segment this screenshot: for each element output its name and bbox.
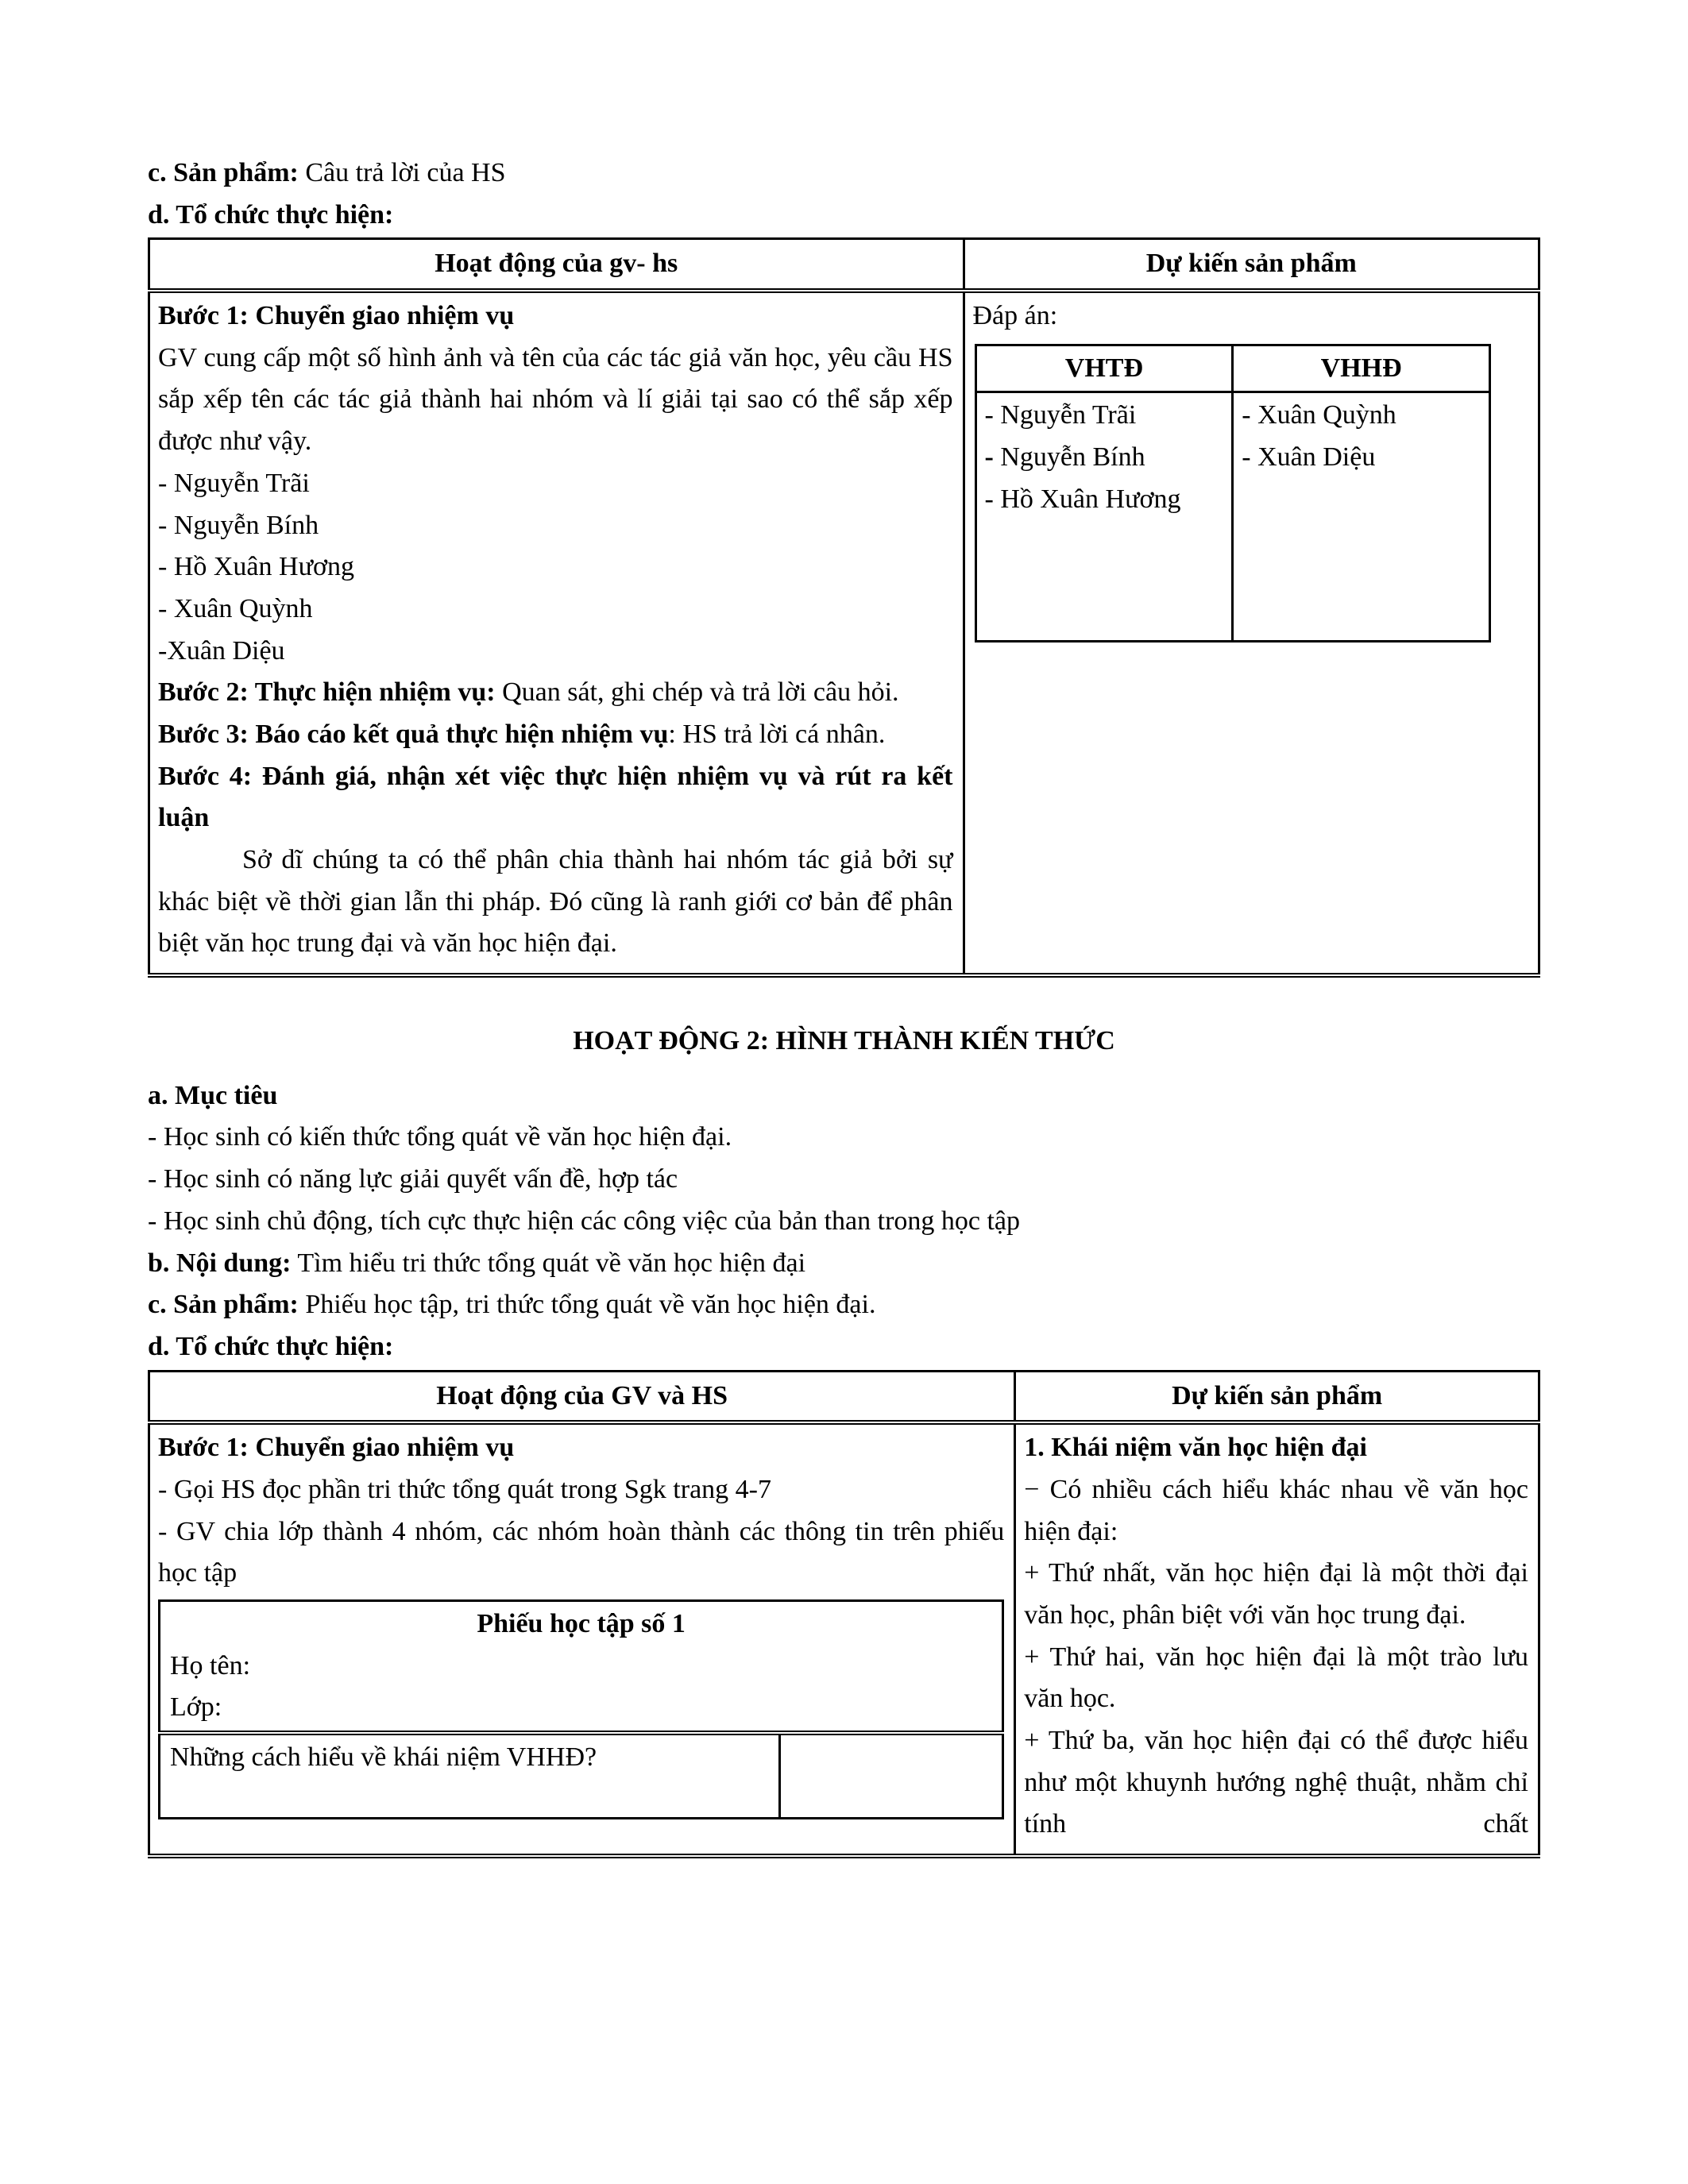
activity1-header-row <box>149 239 1539 291</box>
worksheet-top-row <box>160 1601 1003 1734</box>
section-c-label: c. Sản phẩm: <box>148 158 299 187</box>
worksheet-top-cell <box>160 1601 1003 1734</box>
point-3: + Thứ ba, văn học hiện đại có thể được hiểu như một khuynh hướng nghệ thuật, nhằm chỉ tính chất <box>1024 1726 1528 1839</box>
activity1-table <box>148 237 1540 978</box>
worksheet-question-cell: Những cách hiểu về khái niệm VHHĐ? <box>160 1733 780 1818</box>
task2-text: - GV chia lớp thành 4 nhóm, các nhóm hoàn thành các thông tin trên phiếu học tập <box>158 1516 1005 1588</box>
answer-col-vhhd: VHHĐ <box>1233 345 1490 392</box>
activity2-d-line: d. Tổ chức thực hiện: <box>148 1331 394 1361</box>
activity2-left-cell <box>149 1422 1015 1856</box>
activity1-header-left: Hoạt động của gv- hs <box>149 239 964 291</box>
activity2-c-line: c. Sản phẩm: Phiếu học tập, tri thức tổng quát về văn học hiện đại. <box>148 1290 876 1320</box>
answer-label: Đáp án: <box>972 301 1058 331</box>
answer-item: - Xuân Quỳnh <box>1242 400 1396 430</box>
activity2-b-line: b. Nội dung: Tìm hiểu tri thức tổng quát về văn học hiện đại <box>148 1248 806 1278</box>
goal-item: - Học sinh chủ động, tích cực thực hiện các công việc của bản than trong học tập <box>148 1206 1021 1236</box>
activity2-header-right: Dự kiến sản phẩm <box>1015 1371 1539 1422</box>
conclusion-paragraph: Sở dĩ chúng ta có thể phân chia thành hai nhóm tác giả bởi sự khác biệt về thời gian lẫn thi pháp. Đó cũng là ranh giới cơ bản để phân biệt văn học trung đại và văn học hiện đại. <box>158 845 953 959</box>
section-c-text: Câu trả lời của HS <box>298 158 506 187</box>
worksheet-table <box>158 1599 1004 1819</box>
answer-item: - Hồ Xuân Hương <box>984 484 1181 514</box>
activity2-table <box>148 1370 1540 1859</box>
section-d-label: d. Tổ chức thực hiện: <box>148 199 394 230</box>
worksheet-answer-cell <box>779 1733 1003 1818</box>
answer-vhhd-cell <box>1233 392 1490 641</box>
author-item: - Nguyễn Bính <box>158 510 319 540</box>
answer-body-row <box>975 392 1490 641</box>
worksheet-name-label: Họ tên: <box>170 1650 251 1680</box>
activity2-a-line: a. Mục tiêu <box>148 1080 278 1110</box>
activity2-title: HOẠT ĐỘNG 2: HÌNH THÀNH KIẾN THỨC <box>573 1026 1115 1056</box>
answer-item: - Nguyễn Bính <box>984 442 1145 473</box>
section-d-line <box>148 195 1540 237</box>
point-intro: − Có nhiều cách hiểu khác nhau về văn học hiện đại: <box>1024 1474 1528 1546</box>
step2-line: Bước 2: Thực hiện nhiệm vụ: Quan sát, ghi chép và trả lời câu hỏi. <box>158 677 899 708</box>
step1-heading: Bước 1: Chuyển giao nhiệm vụ <box>158 1433 515 1463</box>
step1-heading: Bước 1: Chuyển giao nhiệm vụ <box>158 301 515 331</box>
answer-col-vhtd: VHTĐ <box>975 345 1233 392</box>
step4-line: Bước 4: Đánh giá, nhận xét việc thực hiện nhiệm vụ và rút ra kết luận <box>158 761 953 833</box>
worksheet-question-row <box>160 1733 1003 1818</box>
point-1: + Thứ nhất, văn học hiện đại là một thời đại văn học, phân biệt với văn học trung đại. <box>1024 1558 1528 1630</box>
activity2-body-row <box>149 1422 1539 1856</box>
activity2-right-cell <box>1015 1422 1539 1856</box>
activity1-right-cell <box>964 291 1539 975</box>
author-item: - Nguyễn Trãi <box>158 468 310 498</box>
worksheet-title: Phiếu học tập số 1 <box>477 1609 686 1638</box>
task1-text: - Gọi HS đọc phần tri thức tổng quát trong Sgk trang 4-7 <box>158 1474 771 1504</box>
answer-item: - Xuân Diệu <box>1242 442 1376 473</box>
product-heading: 1. Khái niệm văn học hiện đại <box>1024 1433 1367 1463</box>
author-item: - Hồ Xuân Hương <box>158 552 354 582</box>
answer-item: - Nguyễn Trãi <box>984 400 1137 430</box>
answer-table <box>975 344 1492 642</box>
step3-line: Bước 3: Báo cáo kết quả thực hiện nhiệm vụ: HS trả lời cá nhân. <box>158 719 886 749</box>
activity2-header-row <box>149 1371 1539 1422</box>
activity1-body-row <box>149 291 1539 975</box>
author-item: - Xuân Quỳnh <box>158 593 313 623</box>
activity1-left-cell <box>149 291 964 975</box>
worksheet-class-label: Lớp: <box>170 1692 222 1723</box>
section-c-line <box>148 152 1540 195</box>
author-item: -Xuân Diệu <box>158 635 285 666</box>
point-2: + Thứ hai, văn học hiện đại là một trào lưu văn học. <box>1024 1642 1528 1714</box>
step1-text: GV cung cấp một số hình ảnh và tên của các tác giả văn học, yêu cầu HS sắp xếp tên các tác giả thành hai nhóm và lí giải tại sao có thể sắp xếp được như vậy. <box>158 342 953 457</box>
goal-item: - Học sinh có kiến thức tổng quát về văn học hiện đại. <box>148 1122 732 1152</box>
activity2-header-left: Hoạt động của GV và HS <box>149 1371 1015 1422</box>
activity1-header-right: Dự kiến sản phẩm <box>964 239 1539 291</box>
answer-vhtd-cell <box>975 392 1233 641</box>
goal-item: - Học sinh có năng lực giải quyết vấn đề, hợp tác <box>148 1164 678 1194</box>
answer-header-row <box>975 345 1490 392</box>
